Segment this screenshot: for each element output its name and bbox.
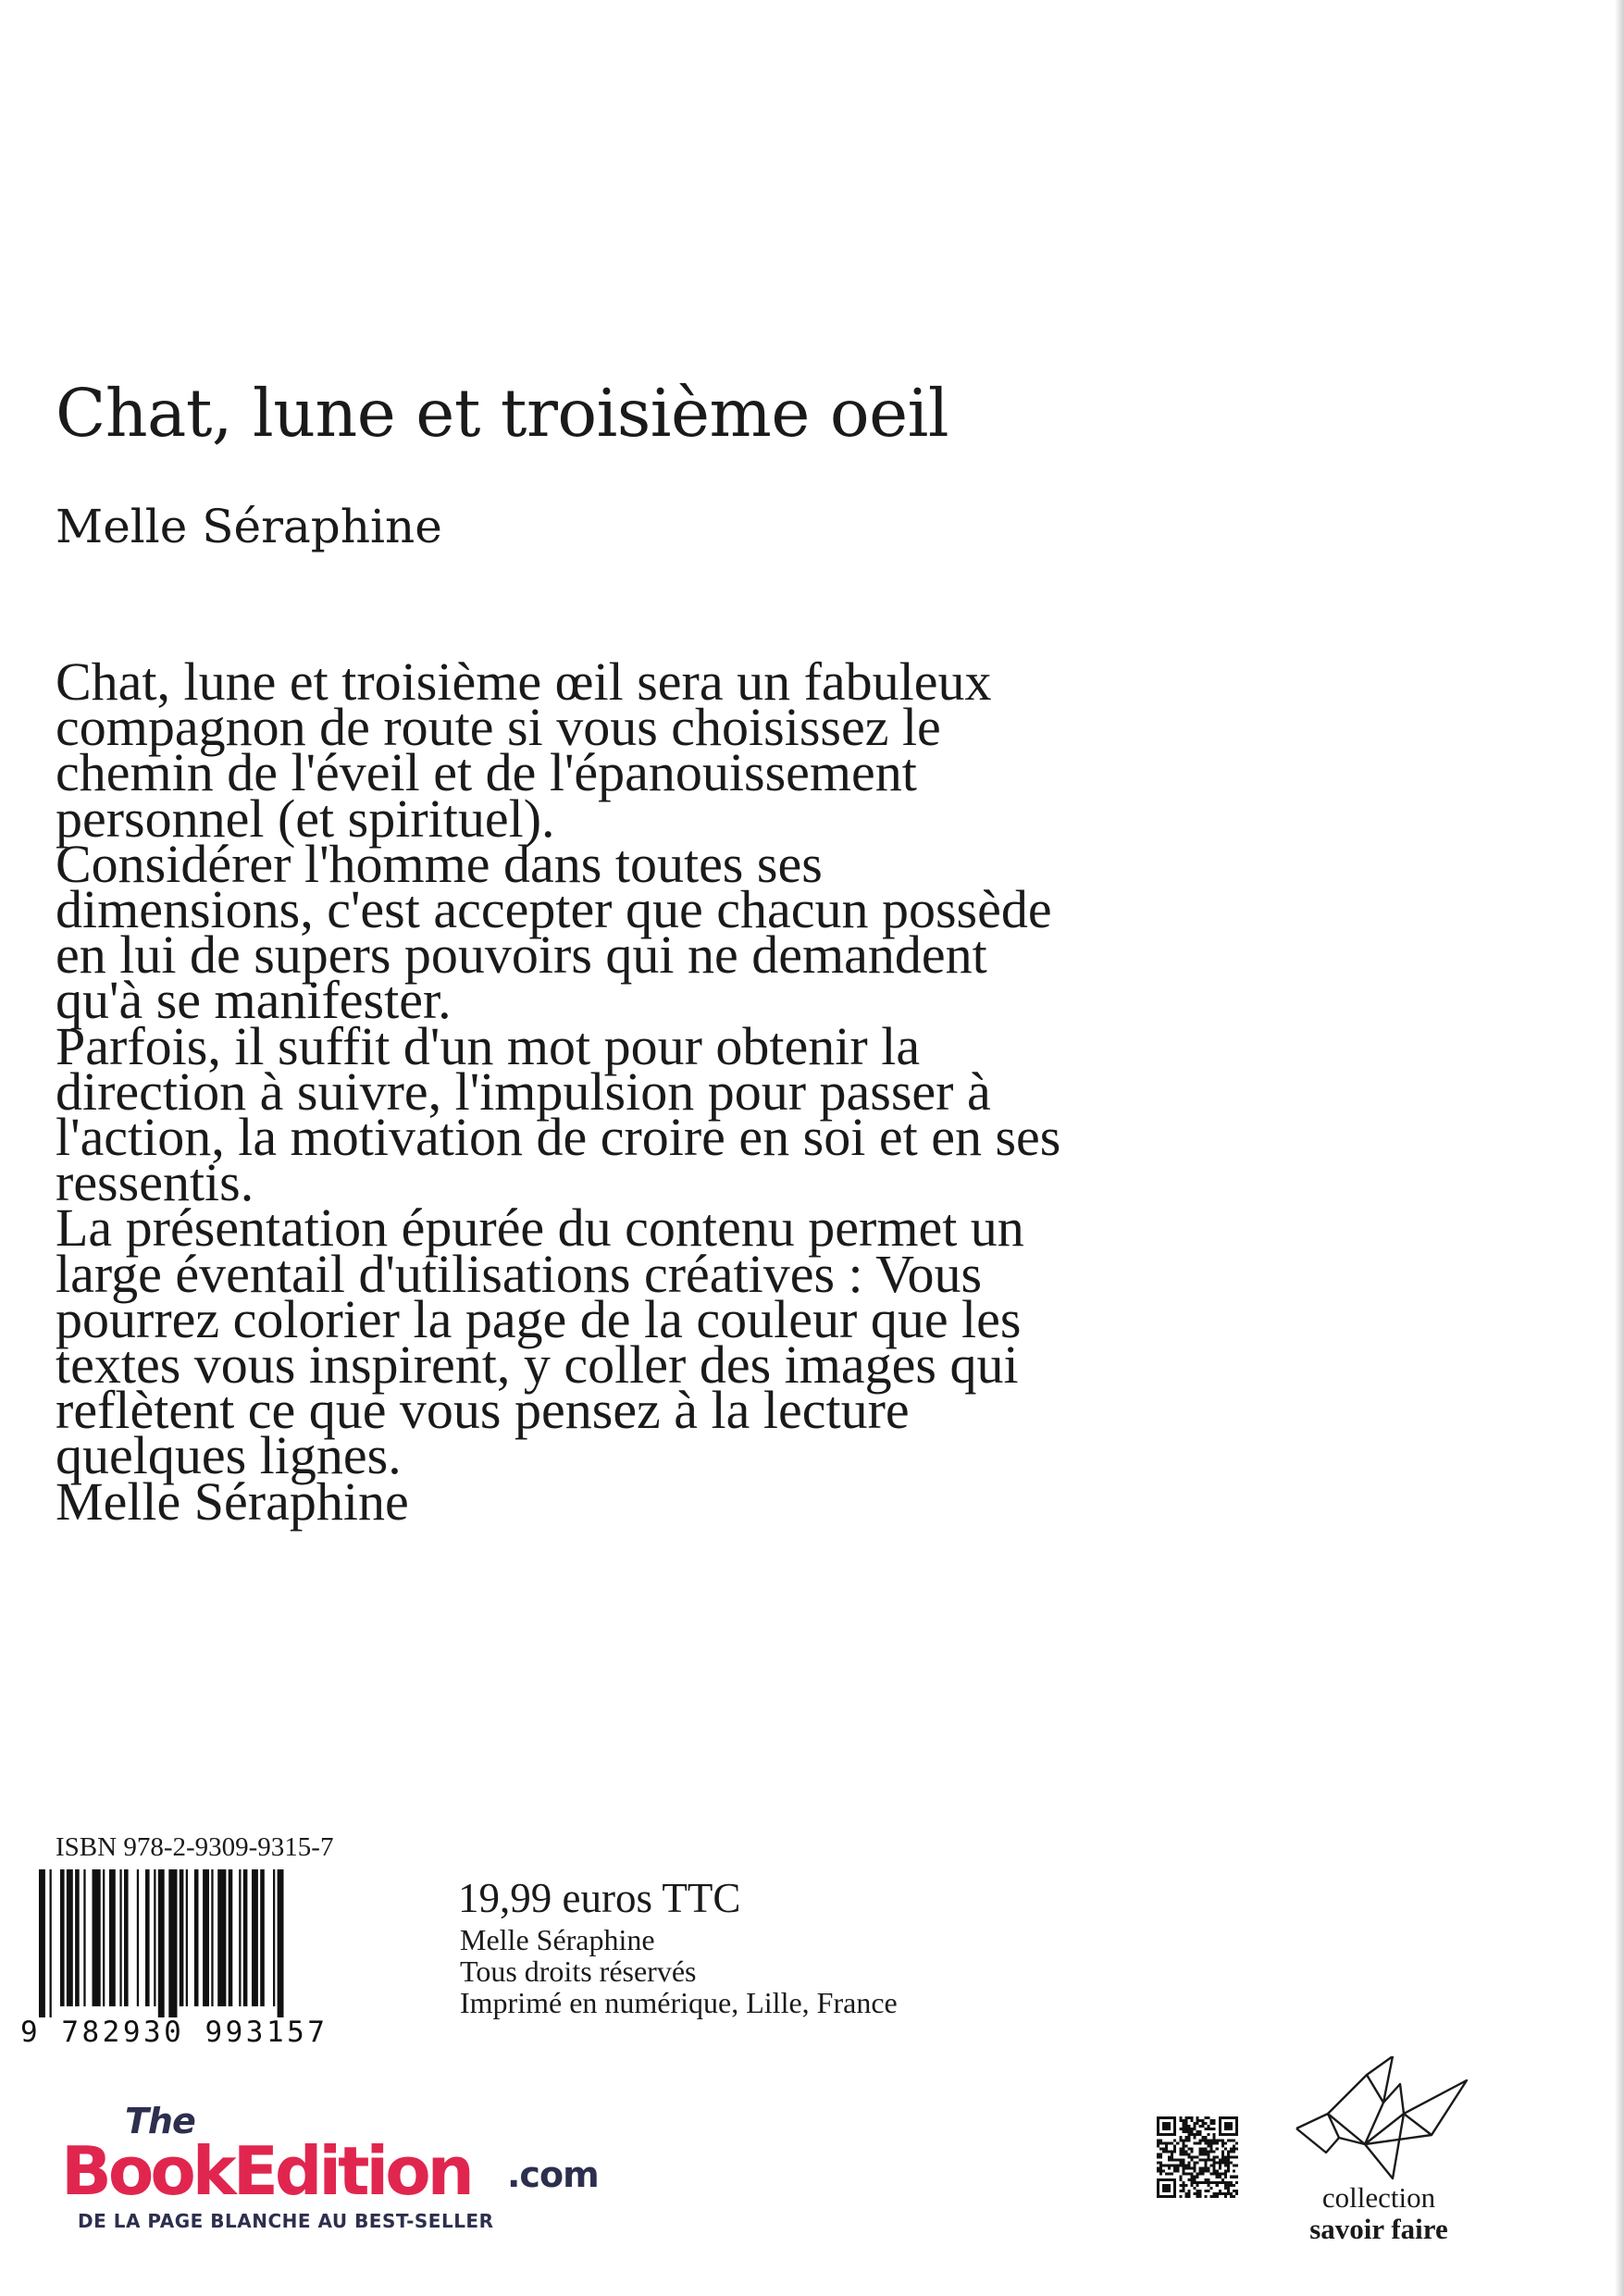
logo-domain: .com xyxy=(507,2154,599,2195)
logo-tagline: DE LA PAGE BLANCHE AU BEST-SELLER xyxy=(78,2210,494,2232)
printing-info: Imprimé en numérique, Lille, France xyxy=(460,1986,898,2019)
qr-code-icon xyxy=(1157,2116,1238,2198)
isbn-barcode xyxy=(19,1869,407,2045)
collection-line: collection xyxy=(1321,2181,1436,2214)
blurb-line: textes vous inspirent, y coller des images qui xyxy=(56,1334,1019,1396)
thebookedition-logo xyxy=(56,2101,611,2240)
blurb-line: dimensions, c'est accepter que chacun possède xyxy=(56,879,1052,940)
rights-holder: Melle Séraphine xyxy=(460,1923,655,1956)
book-title: Chat, lune et troisième oeil xyxy=(56,375,949,452)
collection-label xyxy=(1277,2182,1481,2245)
blurb-line: large éventail d'utilisations créatives : Vous xyxy=(56,1243,983,1304)
back-cover-blurb xyxy=(56,652,1258,1532)
barcode-digits: 9 782930 993157 xyxy=(20,2016,329,2045)
rights-notice: Tous droits réservés xyxy=(460,1955,697,1988)
origami-crane-icon xyxy=(1291,2056,1471,2181)
logo-bookedition: BookEdition xyxy=(61,2132,471,2210)
isbn-number: ISBN 978-2-9309-9315-7 xyxy=(56,1832,334,1862)
blurb-line: quelques lignes. xyxy=(56,1425,402,1486)
collection-name: savoir faire xyxy=(1309,2213,1448,2245)
blurb-line: compagnon de route si vous choisissez le xyxy=(56,697,941,758)
price: 19,99 euros TTC xyxy=(458,1875,741,1921)
blurb-line: pourrez colorier la page de la couleur que les xyxy=(56,1288,1022,1349)
blurb-line: qu'à se manifester. xyxy=(56,970,452,1031)
page-edge-shadow xyxy=(1615,0,1624,2296)
blurb-line: chemin de l'éveil et de l'épanouissement xyxy=(56,742,917,803)
blurb-line: direction à suivre, l'impulsion pour passer à xyxy=(56,1061,991,1122)
book-author: Melle Séraphine xyxy=(56,500,442,553)
blurb-line: ressentis. xyxy=(56,1152,254,1213)
blurb-line: reflètent ce que vous pensez à la lecture xyxy=(56,1380,910,1441)
blurb-line: personnel (et spirituel). xyxy=(56,788,555,849)
logo-the: The xyxy=(125,2101,195,2141)
blurb-signature: Melle Séraphine xyxy=(56,1471,409,1532)
blurb-line: Parfois, il suffit d'un mot pour obtenir la xyxy=(56,1015,921,1076)
blurb-line: l'action, la motivation de croire en soi et en ses xyxy=(56,1107,1061,1168)
blurb-line: Considérer l'homme dans toutes ses xyxy=(56,833,823,894)
blurb-line: La présentation épurée du contenu permet un xyxy=(56,1198,1024,1259)
blurb-line: Chat, lune et troisième œil sera un fabuleux xyxy=(56,652,992,712)
blurb-line: en lui de supers pouvoirs qui ne demandent xyxy=(56,925,987,986)
